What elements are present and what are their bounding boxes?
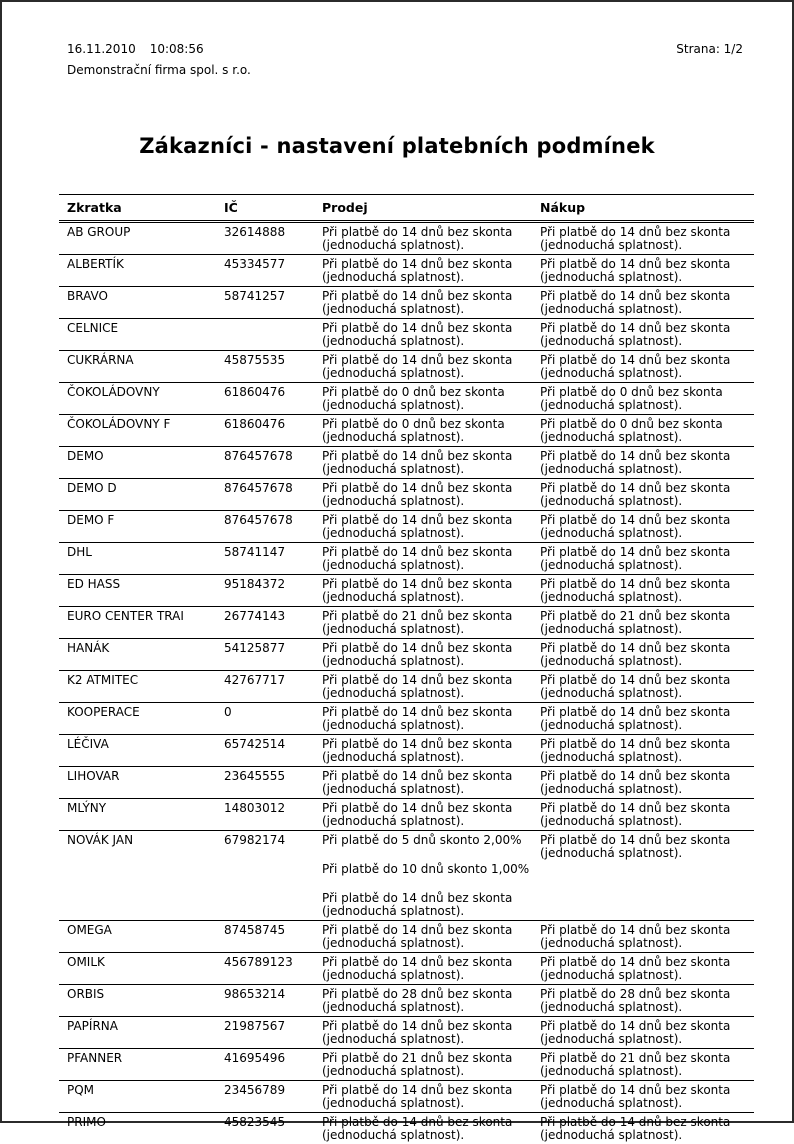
cell-nakup <box>540 770 746 796</box>
payment-term-text: Při platbě do 14 dnů bez skonta (jednoduchá splatnost). <box>322 1019 513 1046</box>
cell-zkratka: PQM <box>67 1083 95 1097</box>
cell-prodej <box>322 226 540 252</box>
cell-zkratka: OMEGA <box>67 923 112 937</box>
table-body <box>59 223 754 1144</box>
table-row <box>59 255 754 287</box>
payment-term-text: Při platbě do 14 dnů bez skonta (jednoduchá splatnost). <box>540 673 731 700</box>
cell-prodej <box>322 386 540 412</box>
cell-nakup <box>540 642 746 668</box>
payment-term-text: Při platbě do 21 dnů bez skonta (jednoduchá splatnost). <box>540 609 731 636</box>
cell-nakup <box>540 706 746 732</box>
report-title: Zákazníci - nastavení platebních podmínek <box>139 134 655 158</box>
payment-term-text: Při platbě do 14 dnů bez skonta (jednoduchá splatnost). <box>540 955 731 982</box>
payment-term-text: Při platbě do 14 dnů bez skonta (jednoduchá splatnost). <box>540 801 731 828</box>
table-row <box>59 1017 754 1049</box>
table-header-row <box>59 194 754 221</box>
table-row <box>59 671 754 703</box>
table-row <box>59 1113 754 1144</box>
payment-term-text: Při platbě do 28 dnů bez skonta (jednoduchá splatnost). <box>540 987 731 1014</box>
payment-term-text: Při platbě do 14 dnů bez skonta (jednoduchá splatnost). <box>322 321 513 348</box>
payment-term-text: Při platbě do 14 dnů bez skonta (jednoduchá splatnost). <box>540 353 731 380</box>
cell-zkratka: CELNICE <box>67 321 119 335</box>
cell-nakup <box>540 1116 746 1142</box>
cell-zkratka: AB GROUP <box>67 225 131 239</box>
cell-prodej <box>322 802 540 828</box>
cell-prodej <box>322 1116 540 1142</box>
cell-zkratka: ALBERTÍK <box>67 257 124 271</box>
payment-term-text: Při platbě do 14 dnů bez skonta (jednoduchá splatnost). <box>322 955 513 982</box>
cell-zkratka: LIHOVAR <box>67 769 120 783</box>
cell-prodej <box>322 1052 540 1078</box>
payment-term-text: Při platbě do 14 dnů bez skonta (jednoduchá splatnost). <box>322 289 513 316</box>
payment-term-text: Při platbě do 5 dnů skonto 2,00% <box>322 833 522 847</box>
cell-ic: 876457678 <box>224 481 293 495</box>
cell-prodej <box>322 610 540 636</box>
cell-nakup <box>540 924 746 950</box>
report-time: 10:08:56 <box>149 42 204 56</box>
cell-ic: 98653214 <box>224 987 286 1001</box>
payment-term-text: Při platbě do 14 dnů bez skonta (jednoduchá splatnost). <box>322 923 513 950</box>
cell-prodej <box>322 578 540 604</box>
payment-term-text: Při platbě do 14 dnů bez skonta (jednoduchá splatnost). <box>322 801 513 828</box>
cell-ic: 45823545 <box>224 1115 286 1129</box>
cell-zkratka: OMILK <box>67 955 105 969</box>
payment-term-text: Při platbě do 14 dnů bez skonta (jednoduchá splatnost). <box>322 1083 513 1110</box>
cell-nakup <box>540 1084 746 1110</box>
report-header-row <box>67 42 743 56</box>
cell-nakup <box>540 802 746 828</box>
payment-term-text: Při platbě do 21 dnů bez skonta (jednoduchá splatnost). <box>540 1051 731 1078</box>
cell-ic: 42767717 <box>224 673 286 687</box>
table-row <box>59 319 754 351</box>
payment-term-text: Při platbě do 21 dnů bez skonta (jednoduchá splatnost). <box>322 609 513 636</box>
table-row <box>59 575 754 607</box>
cell-ic: 87458745 <box>224 923 286 937</box>
payment-term-text: Při platbě do 14 dnů bez skonta (jednoduchá splatnost). <box>540 513 731 540</box>
cell-ic: 61860476 <box>224 417 286 431</box>
payment-term-text: Při platbě do 14 dnů bez skonta (jednoduchá splatnost). <box>322 513 513 540</box>
payment-term-text: Při platbě do 14 dnů bez skonta (jednoduchá splatnost). <box>540 449 731 476</box>
cell-zkratka: DEMO <box>67 449 104 463</box>
table-row <box>59 479 754 511</box>
cell-nakup <box>540 834 746 860</box>
cell-prodej <box>322 258 540 284</box>
cell-ic: 21987567 <box>224 1019 286 1033</box>
cell-nakup <box>540 956 746 982</box>
cell-prodej <box>322 956 540 982</box>
report-header <box>67 42 743 77</box>
cell-prodej <box>322 642 540 668</box>
table-row <box>59 415 754 447</box>
cell-zkratka: ED HASS <box>67 577 121 591</box>
payment-term-text: Při platbě do 14 dnů bez skonta (jednoduchá splatnost). <box>540 545 731 572</box>
cell-ic: 876457678 <box>224 513 293 527</box>
payment-term-text: Při platbě do 14 dnů bez skonta (jednoduchá splatnost). <box>540 577 731 604</box>
table-row <box>59 953 754 985</box>
payment-term-text: Při platbě do 14 dnů bez skonta (jednoduchá splatnost). <box>322 705 513 732</box>
column-header-ic: IČ <box>224 200 238 215</box>
payment-term-text: Při platbě do 14 dnů bez skonta (jednoduchá splatnost). <box>322 225 513 252</box>
report-datetime <box>67 42 204 56</box>
payment-term-text: Při platbě do 14 dnů bez skonta (jednoduchá splatnost). <box>540 481 731 508</box>
cell-prodej <box>322 924 540 950</box>
payment-term-text: Při platbě do 14 dnů bez skonta (jednoduchá splatnost). <box>540 705 731 732</box>
payment-term-text: Při platbě do 14 dnů bez skonta (jednoduchá splatnost). <box>322 891 513 918</box>
cell-ic: 65742514 <box>224 737 286 751</box>
cell-prodej <box>322 1084 540 1110</box>
cell-nakup <box>540 450 746 476</box>
cell-nakup <box>540 258 746 284</box>
cell-zkratka: ČOKOLÁDOVNY F <box>67 417 171 431</box>
cell-ic: 58741147 <box>224 545 286 559</box>
cell-zkratka: K2 ATMITEC <box>67 673 139 687</box>
table-row <box>59 1049 754 1081</box>
cell-ic: 67982174 <box>224 833 286 847</box>
cell-zkratka: LÉČIVA <box>67 737 109 751</box>
cell-prodej <box>322 706 540 732</box>
table-row <box>59 985 754 1017</box>
cell-ic: 456789123 <box>224 955 293 969</box>
cell-nakup <box>540 546 746 572</box>
cell-prodej <box>322 450 540 476</box>
cell-zkratka: PAPÍRNA <box>67 1019 118 1033</box>
cell-prodej <box>322 546 540 572</box>
payment-term-text: Při platbě do 14 dnů bez skonta (jednoduchá splatnost). <box>540 1083 731 1110</box>
cell-nakup <box>540 1052 746 1078</box>
table-row <box>59 543 754 575</box>
table-row <box>59 921 754 953</box>
cell-prodej <box>322 770 540 796</box>
cell-prodej <box>322 354 540 380</box>
cell-zkratka: PRIMO <box>67 1115 106 1129</box>
cell-prodej <box>322 834 540 918</box>
cell-zkratka: PFANNER <box>67 1051 123 1065</box>
cell-zkratka: KOOPERACE <box>67 705 140 719</box>
table-row <box>59 351 754 383</box>
payment-term-text: Při platbě do 14 dnů bez skonta (jednoduchá splatnost). <box>322 353 513 380</box>
cell-prodej <box>322 1020 540 1046</box>
payment-term-text: Při platbě do 14 dnů bez skonta (jednoduchá splatnost). <box>322 737 513 764</box>
cell-zkratka: BRAVO <box>67 289 108 303</box>
table-row <box>59 1081 754 1113</box>
table-row <box>59 703 754 735</box>
payment-term-text: Při platbě do 0 dnů bez skonta (jednoduchá splatnost). <box>540 385 723 412</box>
payment-term-text: Při platbě do 14 dnů bez skonta (jednoduchá splatnost). <box>322 449 513 476</box>
cell-prodej <box>322 418 540 444</box>
cell-zkratka: DEMO F <box>67 513 115 527</box>
cell-nakup <box>540 482 746 508</box>
payment-term-text: Při platbě do 14 dnů bez skonta (jednoduchá splatnost). <box>322 641 513 668</box>
cell-ic: 26774143 <box>224 609 286 623</box>
cell-ic: 0 <box>224 705 232 719</box>
table-row <box>59 735 754 767</box>
cell-ic: 14803012 <box>224 801 286 815</box>
payment-term-text: Při platbě do 14 dnů bez skonta (jednoduchá splatnost). <box>540 1019 731 1046</box>
payment-term-text: Při platbě do 14 dnů bez skonta (jednoduchá splatnost). <box>540 321 731 348</box>
cell-nakup <box>540 738 746 764</box>
cell-zkratka: ČOKOLÁDOVNY <box>67 385 160 399</box>
cell-nakup <box>540 514 746 540</box>
report-date: 16.11.2010 <box>67 42 136 56</box>
column-header-zkratka: Zkratka <box>67 200 122 215</box>
table-row <box>59 607 754 639</box>
payment-term-text: Při platbě do 14 dnů bez skonta (jednoduchá splatnost). <box>322 481 513 508</box>
cell-nakup <box>540 386 746 412</box>
cell-prodej <box>322 674 540 700</box>
payment-term-text: Při platbě do 14 dnů bez skonta (jednoduchá splatnost). <box>322 673 513 700</box>
cell-prodej <box>322 988 540 1014</box>
cell-ic: 45334577 <box>224 257 286 271</box>
cell-ic: 58741257 <box>224 289 286 303</box>
cell-nakup <box>540 578 746 604</box>
payment-term-text: Při platbě do 14 dnů bez skonta (jednoduchá splatnost). <box>540 289 731 316</box>
cell-nakup <box>540 674 746 700</box>
cell-prodej <box>322 514 540 540</box>
cell-ic: 23456789 <box>224 1083 286 1097</box>
column-header-nakup: Nákup <box>540 200 586 215</box>
payment-term-text: Při platbě do 14 dnů bez skonta (jednoduchá splatnost). <box>540 769 731 796</box>
cell-zkratka: MLÝNY <box>67 801 107 815</box>
company-name: Demonstrační firma spol. s r.o. <box>67 63 251 77</box>
payment-term-text: Při platbě do 0 dnů bez skonta (jednoduchá splatnost). <box>322 417 505 444</box>
table-row <box>59 799 754 831</box>
payment-term-text: Při platbě do 14 dnů bez skonta (jednoduchá splatnost). <box>322 577 513 604</box>
cell-nakup <box>540 226 746 252</box>
table-row <box>59 831 754 921</box>
cell-ic: 45875535 <box>224 353 286 367</box>
cell-prodej <box>322 290 540 316</box>
payment-term-text: Při platbě do 14 dnů bez skonta (jednoduchá splatnost). <box>540 1115 731 1142</box>
table-row <box>59 639 754 671</box>
cell-nakup <box>540 354 746 380</box>
cell-prodej <box>322 322 540 348</box>
payment-term-text: Při platbě do 0 dnů bez skonta (jednoduchá splatnost). <box>322 385 505 412</box>
cell-zkratka: CUKRÁRNA <box>67 353 134 367</box>
cell-prodej <box>322 482 540 508</box>
payment-term-text: Při platbě do 14 dnů bez skonta (jednoduchá splatnost). <box>540 257 731 284</box>
table-row <box>59 511 754 543</box>
page-number-label: Strana: 1/2 <box>676 42 743 56</box>
cell-ic: 54125877 <box>224 641 286 655</box>
cell-zkratka: HANÁK <box>67 641 110 655</box>
payment-term-text: Při platbě do 14 dnů bez skonta (jednoduchá splatnost). <box>322 769 513 796</box>
cell-zkratka: EURO CENTER TRAI <box>67 609 184 623</box>
cell-ic: 41695496 <box>224 1051 286 1065</box>
cell-zkratka: DHL <box>67 545 92 559</box>
cell-zkratka: DEMO D <box>67 481 117 495</box>
cell-ic: 61860476 <box>224 385 286 399</box>
payment-term-text: Při platbě do 14 dnů bez skonta (jednoduchá splatnost). <box>540 923 731 950</box>
table-row <box>59 767 754 799</box>
column-header-prodej: Prodej <box>322 200 368 215</box>
cell-ic: 23645555 <box>224 769 286 783</box>
cell-nakup <box>540 418 746 444</box>
payment-term-text: Při platbě do 14 dnů bez skonta (jednoduchá splatnost). <box>322 257 513 284</box>
payment-terms-table <box>59 194 754 1144</box>
cell-nakup <box>540 988 746 1014</box>
payment-term-text: Při platbě do 0 dnů bez skonta (jednoduchá splatnost). <box>540 417 723 444</box>
cell-prodej <box>322 738 540 764</box>
payment-term-text: Při platbě do 14 dnů bez skonta (jednoduchá splatnost). <box>322 1115 513 1142</box>
payment-term-text: Při platbě do 28 dnů bez skonta (jednoduchá splatnost). <box>322 987 513 1014</box>
cell-zkratka: NOVÁK JAN <box>67 833 134 847</box>
cell-ic: 876457678 <box>224 449 293 463</box>
cell-zkratka: ORBIS <box>67 987 105 1001</box>
payment-term-text: Při platbě do 14 dnů bez skonta (jednoduchá splatnost). <box>322 545 513 572</box>
cell-nakup <box>540 1020 746 1046</box>
payment-term-text: Při platbě do 14 dnů bez skonta (jednoduchá splatnost). <box>540 225 731 252</box>
table-row <box>59 383 754 415</box>
payment-term-text: Při platbě do 14 dnů bez skonta (jednoduchá splatnost). <box>540 641 731 668</box>
cell-ic: 95184372 <box>224 577 286 591</box>
payment-term-text: Při platbě do 14 dnů bez skonta (jednoduchá splatnost). <box>540 833 731 860</box>
table-row <box>59 223 754 255</box>
payment-term-text: Při platbě do 10 dnů skonto 1,00% <box>322 862 530 876</box>
cell-nakup <box>540 290 746 316</box>
payment-term-text: Při platbě do 21 dnů bez skonta (jednoduchá splatnost). <box>322 1051 513 1078</box>
table-row <box>59 287 754 319</box>
cell-nakup <box>540 610 746 636</box>
table-row <box>59 447 754 479</box>
cell-nakup <box>540 322 746 348</box>
payment-term-text: Při platbě do 14 dnů bez skonta (jednoduchá splatnost). <box>540 737 731 764</box>
cell-ic: 32614888 <box>224 225 286 239</box>
